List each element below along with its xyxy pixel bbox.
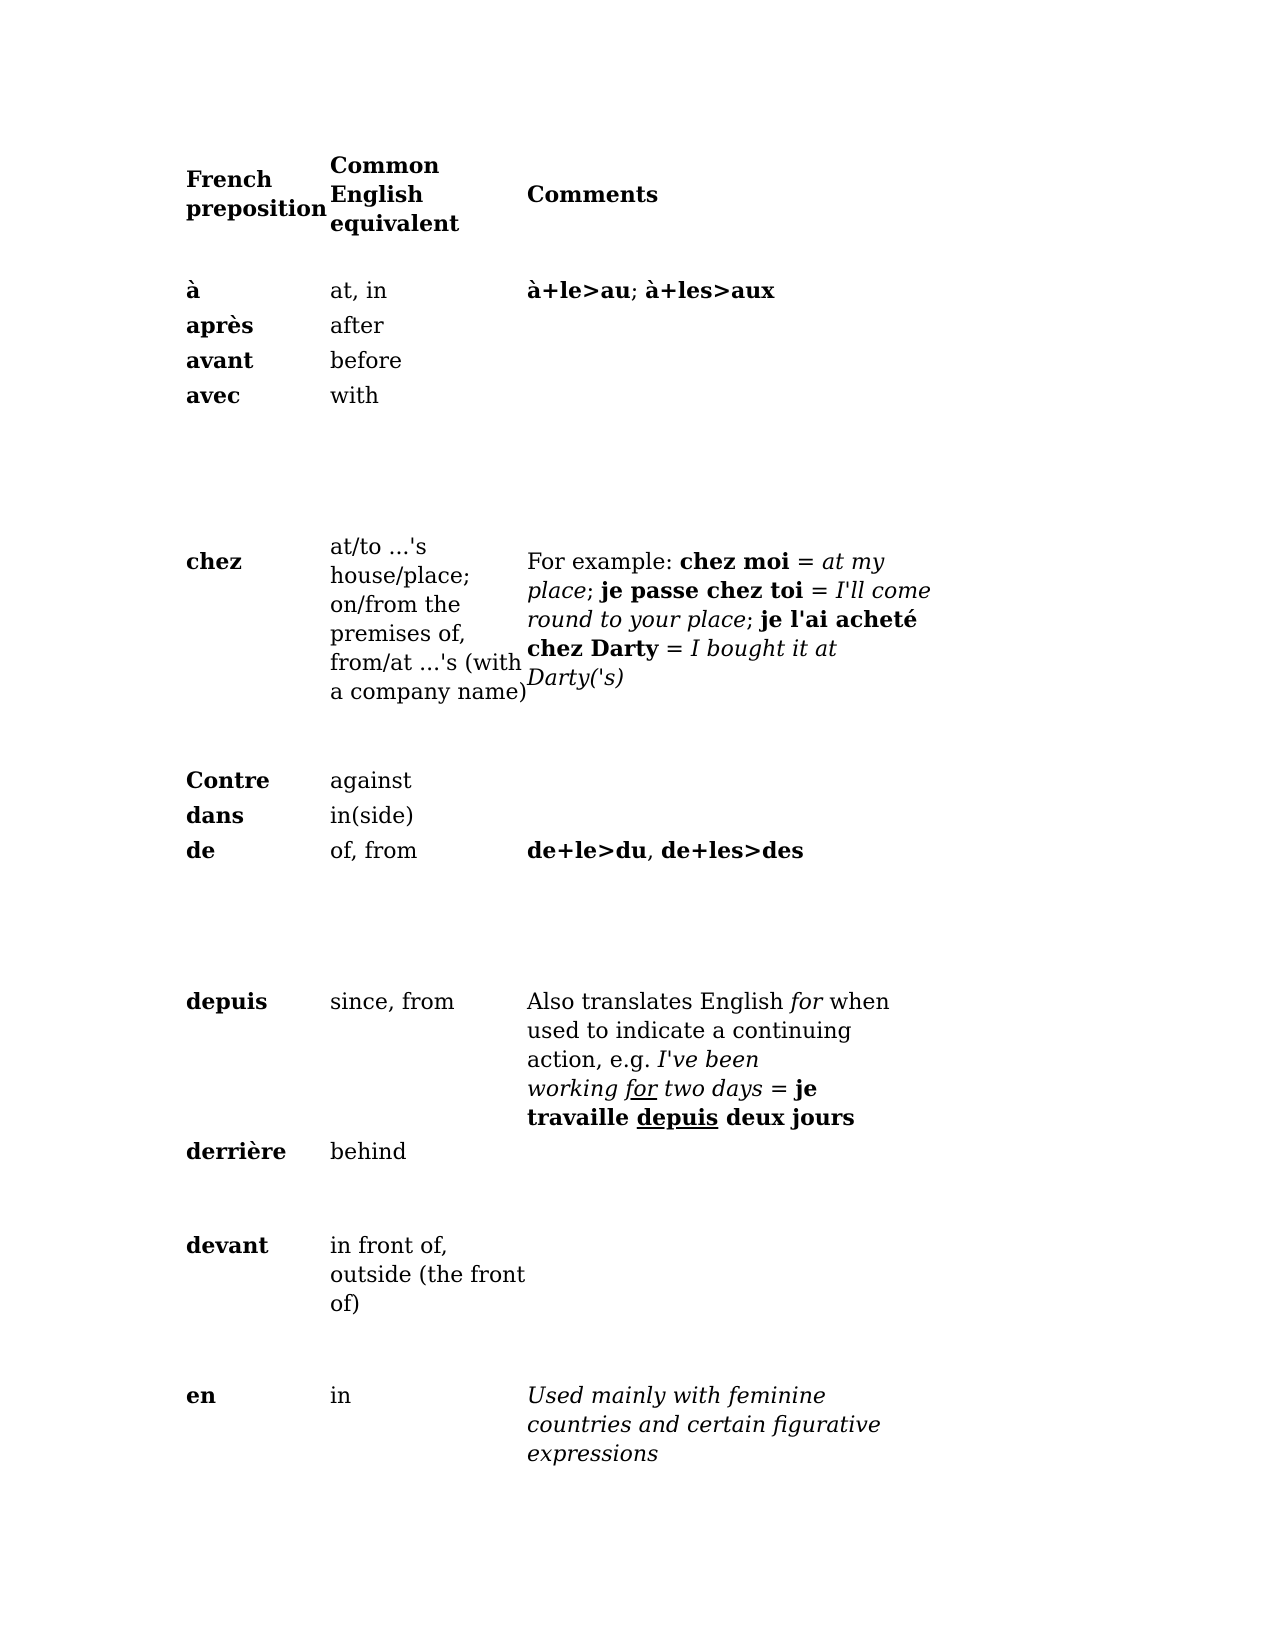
comment-italic-underlined: for [625,1077,658,1102]
french-word: derrière [186,1139,287,1165]
comment-text: = [762,1077,796,1102]
header-french-preposition [186,166,327,224]
comment-text: For example: [527,550,680,575]
english-equivalent: after [330,314,384,339]
comment-italic: round to your place [527,608,747,633]
comment-text: when [822,990,890,1015]
comment-bold: je passe chez toi [600,578,804,604]
english-line: premises of, [330,622,466,647]
comment [527,988,890,1133]
french-word: depuis [186,989,268,1015]
comment-italic: Darty('s) [527,666,625,691]
comment-line: Used mainly with feminine [527,1384,826,1409]
header-comments: Comments [527,182,659,208]
comment-line [527,1075,890,1104]
comment-bold: à+les>aux [645,278,775,304]
comment-line [527,988,890,1017]
french-word: à [186,278,201,304]
french-word: après [186,313,254,339]
header-line: equivalent [330,211,460,237]
comment-bold: deux jours [718,1105,855,1131]
french-word: Contre [186,768,270,794]
english-line: outside (the front [330,1263,526,1288]
english-equivalent: in(side) [330,804,414,829]
comment [527,548,931,693]
comment-text: action, e.g. [527,1048,658,1073]
comment-line [527,1104,890,1133]
comment-bold: chez moi [679,549,790,575]
comment-bold: de+les>des [660,838,804,864]
english-line: a company name) [330,680,528,705]
french-word: de [186,838,216,864]
comment-italic: two days [657,1077,763,1102]
english-equivalent: in [330,1384,352,1409]
english-equivalent [330,1232,525,1319]
english-equivalent: against [330,769,412,794]
comment-bold: de+le>du [527,838,647,864]
comment-bold: chez Darty [527,636,659,662]
comment-text: = [658,637,691,662]
english-line: at/to ...'s [330,535,427,560]
comment-line [527,1046,890,1075]
comment-bold: je l'ai acheté [760,607,918,633]
comment-text: Also translates English [527,990,791,1015]
english-equivalent: at, in [330,279,388,304]
comment-text: = [803,579,836,604]
english-equivalent: with [330,384,379,409]
comment-italic: I've been [657,1048,760,1073]
english-line: in front of, [330,1234,448,1259]
comment [527,277,774,306]
comment-italic: I bought it at [690,637,837,662]
header-line: French [186,167,273,193]
header-line: English [330,182,424,208]
comment-line: used to indicate a continuing [527,1019,852,1044]
french-word: avant [186,348,254,374]
comment-text: = [789,550,823,575]
comment-line [527,635,931,664]
comment-line: countries and certain figurative [527,1413,881,1438]
header-english-equivalent [330,152,459,239]
comment-italic: at my [822,550,885,575]
comment-text: ; [746,608,761,633]
comment-line [527,577,931,606]
comment-italic: I'll come [835,579,932,604]
english-equivalent: behind [330,1140,407,1165]
english-line: on/from the [330,593,461,618]
comment-line: expressions [527,1442,659,1467]
french-word: dans [186,803,245,829]
english-equivalent [330,533,527,707]
comment-bold-underlined: depuis [636,1105,719,1131]
french-word: devant [186,1233,269,1259]
comment-bold: travaille [527,1105,637,1131]
comment-text: , [646,839,661,864]
french-word: en [186,1383,216,1409]
comment [527,837,804,866]
comment-line [527,664,931,693]
french-word: avec [186,383,241,409]
comment-line [527,606,931,635]
english-line: from/at ...'s (with [330,651,522,676]
comment-italic: working [527,1077,626,1102]
comment-bold: à+le>au [527,278,631,304]
english-equivalent: of, from [330,839,418,864]
english-equivalent: before [330,349,403,374]
comment [527,1382,881,1469]
comment-bold: je [795,1076,818,1102]
comment-italic: place [527,579,587,604]
english-equivalent: since, from [330,990,455,1015]
comment-line [527,548,931,577]
comment-text: ; [630,279,646,304]
french-word: chez [186,549,242,575]
comment-text: ; [586,579,601,604]
english-line: of) [330,1292,360,1317]
comment-italic: for [790,990,823,1015]
english-line: house/place; [330,564,471,589]
header-line: Common [330,153,440,179]
header-line: preposition [186,196,327,222]
